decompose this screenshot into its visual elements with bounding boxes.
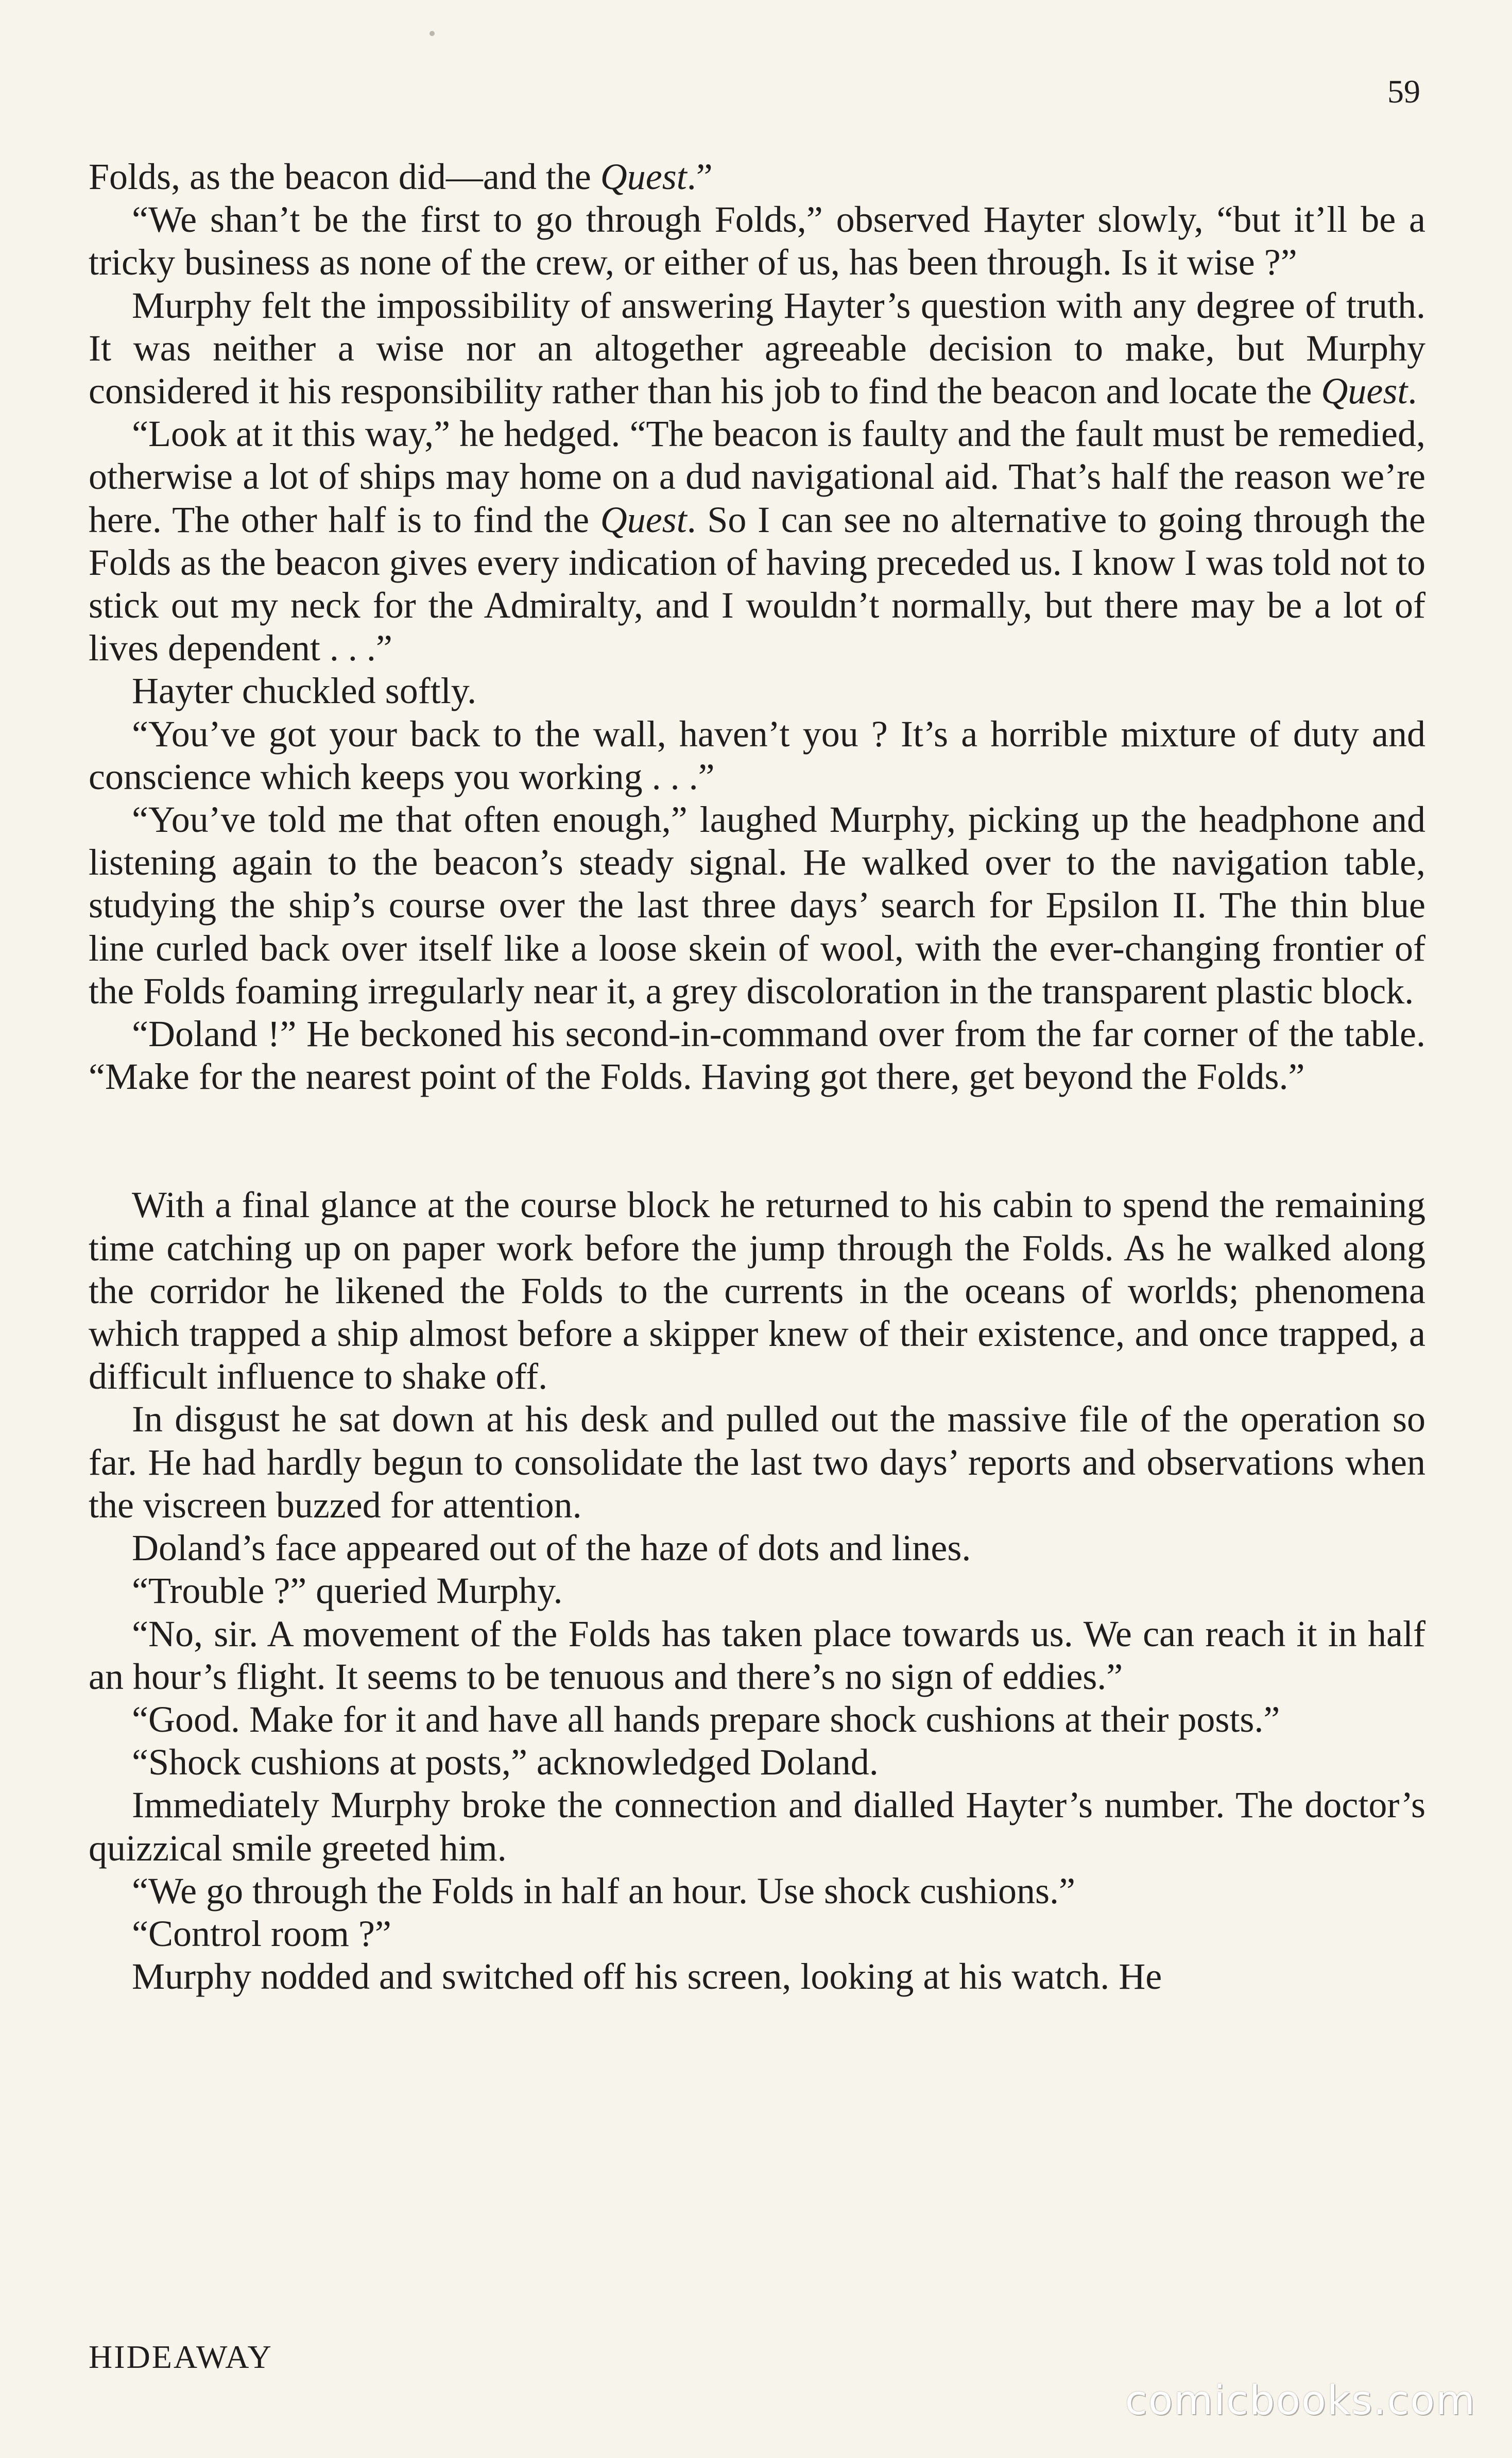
paragraph: “We shan’t be the first to go through Folds,” observed Hayter slowly, “but it’ll be a tricky business as none of the crew, or either of us, has been through. Is it wise ?”: [89, 199, 1425, 283]
paragraph: “We go through the Folds in half an hour. Use shock cushions.”: [132, 1870, 1075, 1911]
watermark: comicbooks.com: [1125, 2378, 1476, 2424]
paragraph: “Doland !” He beckoned his second-in-command over from the far corner of the table. “Make for the nearest point of the Folds. Having got there, get beyond the Folds.”: [89, 1013, 1425, 1098]
paragraph: Hayter chuckled softly.: [132, 670, 477, 712]
paragraph: “You’ve got your back to the wall, haven’t you ? It’s a horrible mixture of duty and conscience which keeps you working . . .”: [89, 713, 1425, 797]
running-footer: HIDEAWAY: [89, 2338, 273, 2375]
paragraph: “Good. Make for it and have all hands prepare shock cushions at their posts.”: [132, 1698, 1280, 1740]
paragraph: “Trouble ?” queried Murphy.: [132, 1570, 563, 1612]
paragraph: “You’ve told me that often enough,” laughed Murphy, picking up the headphone and listening again to the beacon’s steady signal. He walked over to the navigation table, studying the ship’s course over the last three days’ search for Epsilon II. The thin blue line curled back over itself like a loose skein of wool, with the ever-changing frontier of the Folds foaming irregularly near it, a grey discoloration in the transparent plastic block.: [89, 799, 1425, 1012]
paragraph: “Shock cushions at posts,” acknowledged Doland.: [132, 1742, 879, 1783]
paragraph: “No, sir. A movement of the Folds has taken place towards us. We can reach it in half an hour’s flight. It seems to be tenuous and there’s no sign of eddies.”: [89, 1613, 1425, 1697]
page-number: 59: [1387, 73, 1420, 110]
ship-name: Quest: [600, 156, 687, 197]
paragraph: Doland’s face appeared out of the haze of dots and lines.: [132, 1527, 971, 1569]
ship-name: Quest: [600, 499, 687, 540]
paragraph: Immediately Murphy broke the connection and dialled Hayter’s number. The doctor’s quizzical smile greeted him.: [89, 1784, 1425, 1869]
paragraph: Murphy nodded and switched off his screen, looking at his watch. He: [132, 1956, 1162, 1998]
paragraph: In disgust he sat down at his desk and pulled out the massive file of the operation so far. He had hardly begun to consolidate the last two days’ reports and observations when the viscreen buzzed for attention.: [89, 1398, 1425, 1526]
paragraph: “Control room ?”: [132, 1913, 391, 1954]
paragraph: “Look at it this way,” he hedged. “The beacon is faulty and the fault must be remedied, otherwise a lot of ships may home on a dud navigational aid. That’s half the reason we’re here. The other half is to find the Quest. So I can see no alternative to going through the Folds as the beacon gives every indication of having preceded us. I know I was told not to stick out my neck for the Admiralty, and I wouldn’t normally, but there may be a lot of lives dependent . . .”: [89, 413, 1426, 669]
paragraph: Folds, as the beacon did—and the Quest.”: [89, 156, 713, 197]
paragraph: With a final glance at the course block he returned to his cabin to spend the remaining time catching up on paper work before the jump through the Folds. As he walked along the corridor he likened the Folds to the currents in the oceans of worlds; phenomena which trapped a ship almost before a skipper knew of their existence, and once trapped, a difficult influence to shake off.: [89, 1184, 1425, 1397]
paragraph: Murphy felt the impossibility of answering Hayter’s question with any degree of truth. It was neither a wise nor an altogether agreeable decision to make, but Murphy considered it his responsibility rather than his job to find the beacon and locate the Quest.: [89, 284, 1425, 412]
paper-speck: [429, 31, 435, 36]
story-text: [89, 156, 1425, 1998]
ship-name: Quest: [1321, 370, 1408, 412]
